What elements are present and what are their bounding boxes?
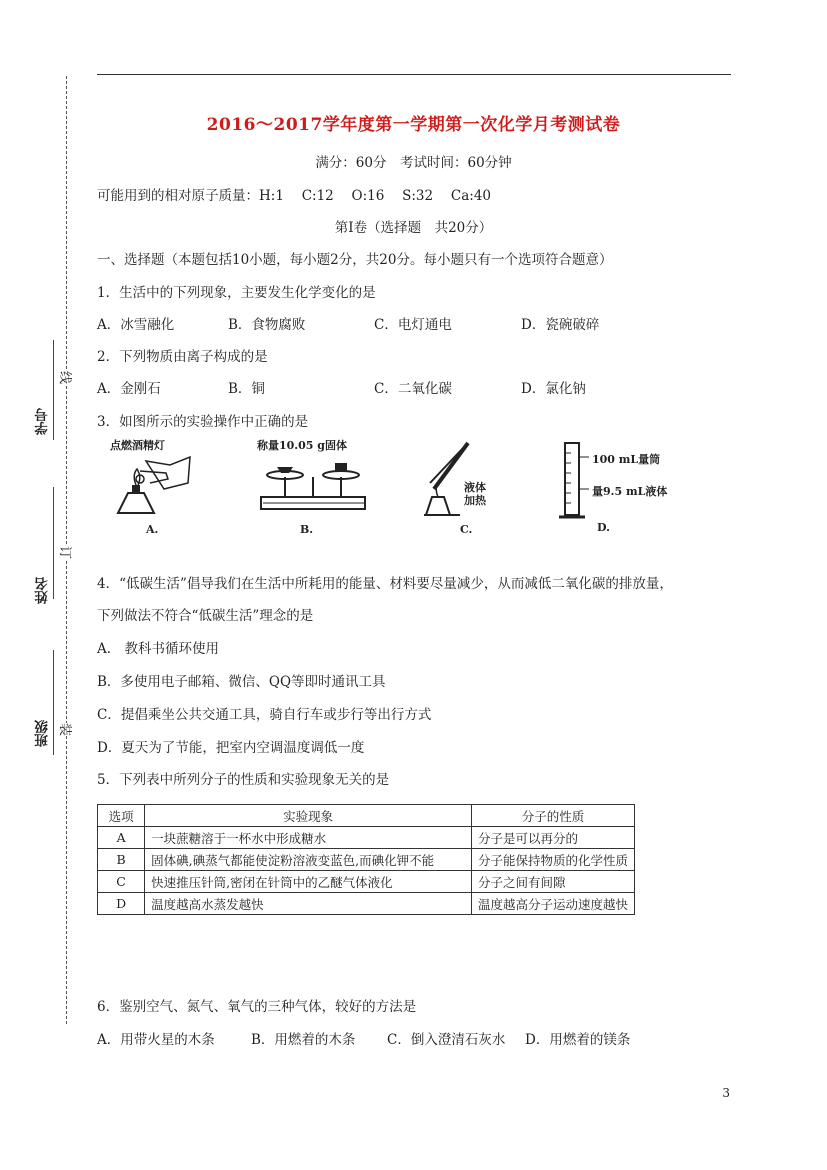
label-xingming: 姓名	[35, 577, 51, 604]
table-row	[98, 871, 635, 893]
q6-option-c: C．倒入澄清石灰水	[387, 1032, 506, 1048]
table-row	[98, 849, 635, 871]
q2-option-a: A．金刚石	[97, 381, 161, 397]
banji-blank	[53, 650, 54, 755]
exam-info: 满分：60分 考试时间：60分钟	[315, 155, 512, 171]
cut-word-zhuang: 装	[57, 723, 76, 736]
table-cell: 温度越高分子运动速度越快	[471, 893, 634, 915]
q2-stem: 2．下列物质由离子构成的是	[97, 349, 268, 365]
table-cell: 分子之间有间隙	[471, 871, 634, 893]
q4-option-b: B．多使用电子邮箱、微信、QQ等即时通讯工具	[97, 674, 386, 690]
balance-icon	[255, 453, 375, 517]
fig-a-light-alcohol-lamp	[110, 437, 200, 537]
measuring-cylinder-icon	[555, 437, 589, 523]
fig-c-caption	[464, 481, 486, 507]
table-cell: A	[98, 827, 145, 849]
fig-b-balance	[255, 437, 375, 537]
table-header-phenomenon: 实验现象	[145, 805, 472, 827]
fig-c-letter: C.	[460, 523, 473, 536]
fig-a-caption: 点燃酒精灯	[110, 439, 165, 452]
exam-title: 2016～2017学年度第一学期第一次化学月考测试卷	[206, 115, 621, 135]
alcohol-lamp-icon	[110, 453, 200, 519]
q1-option-c: C．电灯通电	[374, 317, 452, 333]
table-cell: 分子是可以再分的	[471, 827, 634, 849]
table-cell: 固体碘,碘蒸气都能使淀粉溶液变蓝色,而碘化钾不能	[145, 849, 472, 871]
q2-option-b: B．铜	[228, 381, 265, 397]
q4-stem-line2: 下列做法不符合“低碳生活”理念的是	[97, 608, 314, 624]
fig-a-letter: A.	[146, 523, 159, 536]
q1-option-d: D．瓷碗破碎	[521, 317, 600, 333]
q2-options	[97, 377, 586, 397]
table-cell: 分子能保持物质的化学性质	[471, 849, 634, 871]
instruction: 一、选择题（本题包括10小题，每小题2分，共20分。每小题只有一个选项符合题意）	[97, 252, 613, 268]
fig-d-caption1: 100 mL量筒	[592, 453, 661, 466]
cut-word-xian: 线	[57, 371, 76, 384]
table-header-property: 分子的性质	[471, 805, 634, 827]
q5-stem: 5．下列表中所列分子的性质和实验现象无关的是	[97, 772, 390, 788]
q6-stem: 6．鉴别空气、氮气、氧气的三种气体，较好的方法是	[97, 999, 417, 1015]
q3-stem: 3．如图所示的实验操作中正确的是	[97, 414, 309, 430]
table-cell: 一块蔗糖溶于一杯水中形成糖水	[145, 827, 472, 849]
table-row	[98, 893, 635, 915]
q6-option-d: D．用燃着的镁条	[525, 1032, 631, 1048]
q4-option-c: C．提倡乘坐公共交通工具，骑自行车或步行等出行方式	[97, 707, 432, 723]
q1-option-b: B．食物腐败	[228, 317, 306, 333]
header-rule	[97, 74, 731, 75]
q6-option-a: A．用带火星的木条	[97, 1032, 215, 1048]
q2-option-c: C．二氧化碳	[374, 381, 452, 397]
cut-word-ding: 订	[57, 546, 76, 559]
fig-c-caption-line2: 加热	[464, 494, 486, 507]
q6-option-b: B．用燃着的木条	[251, 1032, 356, 1048]
fig-d-measuring-cylinder	[555, 437, 675, 537]
fig-c-heat-liquid	[420, 437, 500, 537]
label-xuehao: 学号	[35, 408, 51, 435]
q1-option-a: A．冰雪融化	[97, 317, 175, 333]
table-cell: D	[98, 893, 145, 915]
table-cell: B	[98, 849, 145, 871]
q4-option-a: A． 教科书循环使用	[97, 641, 220, 657]
table-header-option: 选项	[98, 805, 145, 827]
q5-table	[97, 804, 635, 915]
label-banji: 班级	[35, 720, 51, 747]
table-cell: 温度越高水蒸发越快	[145, 893, 472, 915]
table-row	[98, 827, 635, 849]
fig-b-caption: 称量10.05 g固体	[257, 439, 347, 452]
q4-stem-line1: 4．“低碳生活”倡导我们在生活中所耗用的能量、材料要尽量减少，从而减低二氧化碳的排放量，	[97, 576, 673, 592]
table-cell: 快速推压针筒,密闭在针筒中的乙醚气体液化	[145, 871, 472, 893]
q4-option-d: D．夏天为了节能，把室内空调温度调低一度	[97, 740, 365, 756]
q2-option-d: D．氯化钠	[521, 381, 586, 397]
fig-d-caption2: 量9.5 mL液体	[592, 485, 668, 498]
test-tube-heating-icon	[420, 437, 470, 517]
q1-options	[97, 313, 599, 333]
xingming-blank	[53, 487, 54, 599]
fig-b-letter: B.	[300, 523, 314, 536]
section-title: 第Ⅰ卷（选择题 共20分）	[334, 220, 493, 236]
table-header-row	[98, 805, 635, 827]
q1-stem: 1．生活中的下列现象，主要发生化学变化的是	[97, 285, 376, 301]
xuehao-blank	[53, 340, 54, 440]
fig-d-letter: D.	[597, 521, 610, 534]
atomic-mass-line: 可能用到的相对原子质量：H:1 C:12 O:16 S:32 Ca:40	[97, 188, 492, 204]
page-number: 3	[722, 1086, 730, 1100]
fig-c-caption-line1: 液体	[464, 481, 486, 494]
table-cell: C	[98, 871, 145, 893]
q6-options	[97, 1028, 630, 1048]
